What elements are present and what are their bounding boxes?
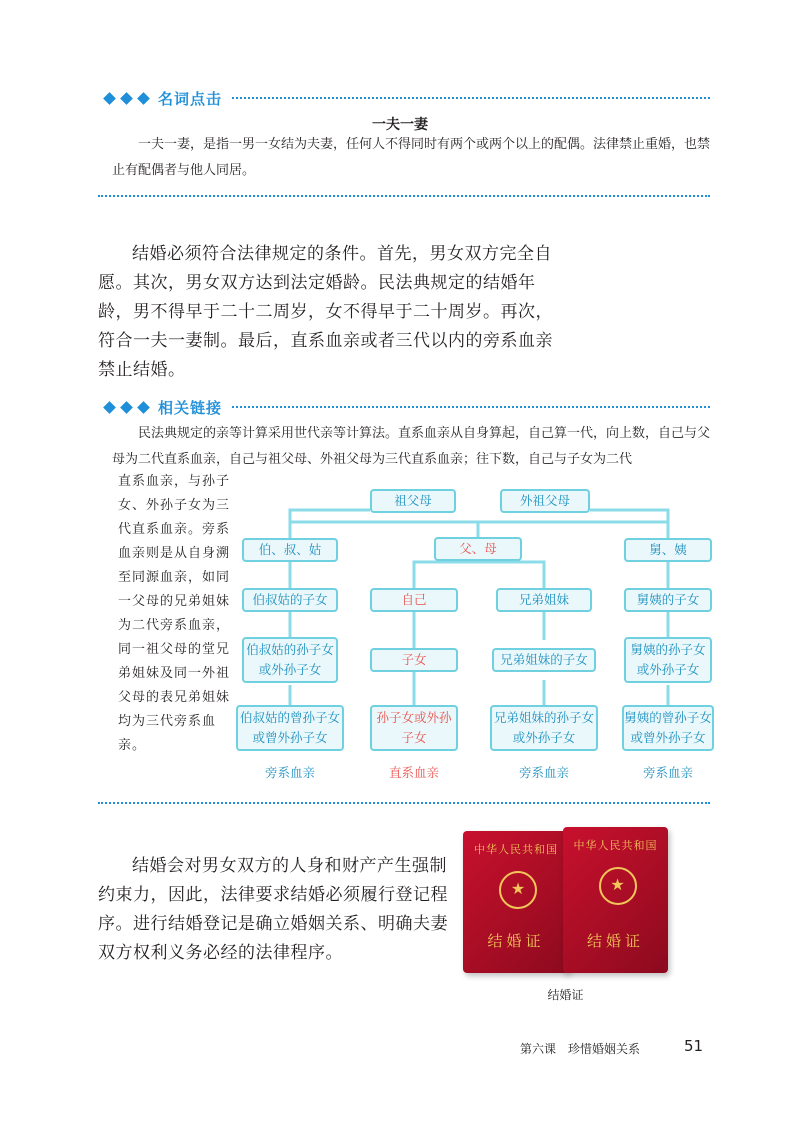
box-siblings-children: 兄弟姐妹的子女	[492, 648, 596, 672]
box-maternal-grandkids: 舅姨的孙子女或外孙子女	[624, 637, 712, 683]
box-self: 自己	[370, 588, 458, 612]
label-collateral: 旁系血亲	[642, 765, 693, 780]
box-siblings-grandkids: 兄弟姐妹的孙子女或外孙子女	[490, 705, 598, 751]
book-title: 结婚证	[586, 932, 644, 950]
box-maternal-grandparents: 外祖父母	[500, 489, 590, 513]
book-title: 结婚证	[487, 932, 545, 950]
box-siblings: 兄弟姐妹	[496, 588, 592, 612]
book-header: 中华人民共和国	[573, 839, 658, 852]
national-emblem-icon	[599, 867, 637, 905]
book-header: 中华人民共和国	[474, 843, 558, 856]
box-children: 子女	[370, 648, 458, 672]
box-maternal-great: 舅姨的曾孙子女或曾外孙子女	[622, 705, 714, 751]
label-direct: 直系血亲	[388, 765, 439, 780]
box-grandparents: 祖父母	[370, 489, 456, 513]
section-title: 相关链接	[158, 398, 223, 417]
certificate-book	[463, 831, 569, 973]
box-paternal-great: 伯叔姑的曾孙子女或曾外孙子女	[236, 705, 344, 751]
box-cousins-paternal: 伯叔姑的子女	[242, 588, 338, 612]
marriage-certificate-photo	[463, 827, 668, 977]
term-definition: 一夫一妻，是指一男一女结为夫妻，任何人不得同时有两个或两个以上的配偶。法律禁止重婚，也禁止有配偶者与他人同居。	[112, 137, 711, 178]
national-emblem-icon	[499, 871, 537, 909]
certificate-book	[563, 827, 668, 973]
section-title: 名词点击	[158, 89, 223, 108]
label-collateral: 旁系血亲	[518, 765, 569, 780]
box-uncles-aunts: 伯、叔、姑	[242, 538, 338, 562]
term-heading: 一夫一妻	[372, 117, 428, 133]
photo-caption: 结婚证	[547, 988, 584, 1002]
page-number: 51	[684, 1037, 704, 1055]
dotted-divider	[98, 802, 710, 804]
box-grandchildren: 孙子女或外孙子女	[370, 705, 458, 751]
body-paragraph: 结婚必须符合法律规定的条件。首先，男女双方完全自愿。其次，男女双方达到法定婚龄。民法典规定的结婚年龄，男不得早于二十二周岁，女不得早于二十周岁。再次，符合一夫一妻制。最后，直系血亲或者三代以内的旁系血亲禁止结婚。	[98, 244, 553, 380]
link-intro: 民法典规定的亲等计算采用世代亲等计算法。直系血亲从自身算起，自己算一代，向上数，自己与父母为二代直系血亲，自己与祖父母、外祖父母为三代直系血亲；往下数，自己与子女为二代	[112, 426, 711, 467]
box-paternal-grandkids: 伯叔姑的孙子女或外孙子女	[242, 637, 338, 683]
label-collateral: 旁系血亲	[264, 765, 315, 780]
link-side-text: 直系血亲，与孙子女、外孙子女为三代直系血亲。旁系血亲则是从自身溯至同源血亲，如同一父母的兄弟姐妹为二代旁系血亲，同一祖父母的堂兄弟姐妹及同一外祖父母的表兄弟姐妹均为三代旁系血亲。	[118, 474, 231, 753]
box-maternal-uncles-aunts: 舅、姨	[624, 538, 712, 562]
chapter-title: 第六课 珍惜婚姻关系	[520, 1042, 641, 1056]
box-parents: 父、母	[434, 537, 522, 561]
body-paragraph: 结婚会对男女双方的人身和财产产生强制约束力，因此，法律要求结婚必须履行登记程序。进行结婚登记是确立婚姻关系、明确夫妻双方权利义务必经的法律程序。	[98, 856, 448, 963]
box-cousins-maternal: 舅姨的子女	[624, 588, 712, 612]
